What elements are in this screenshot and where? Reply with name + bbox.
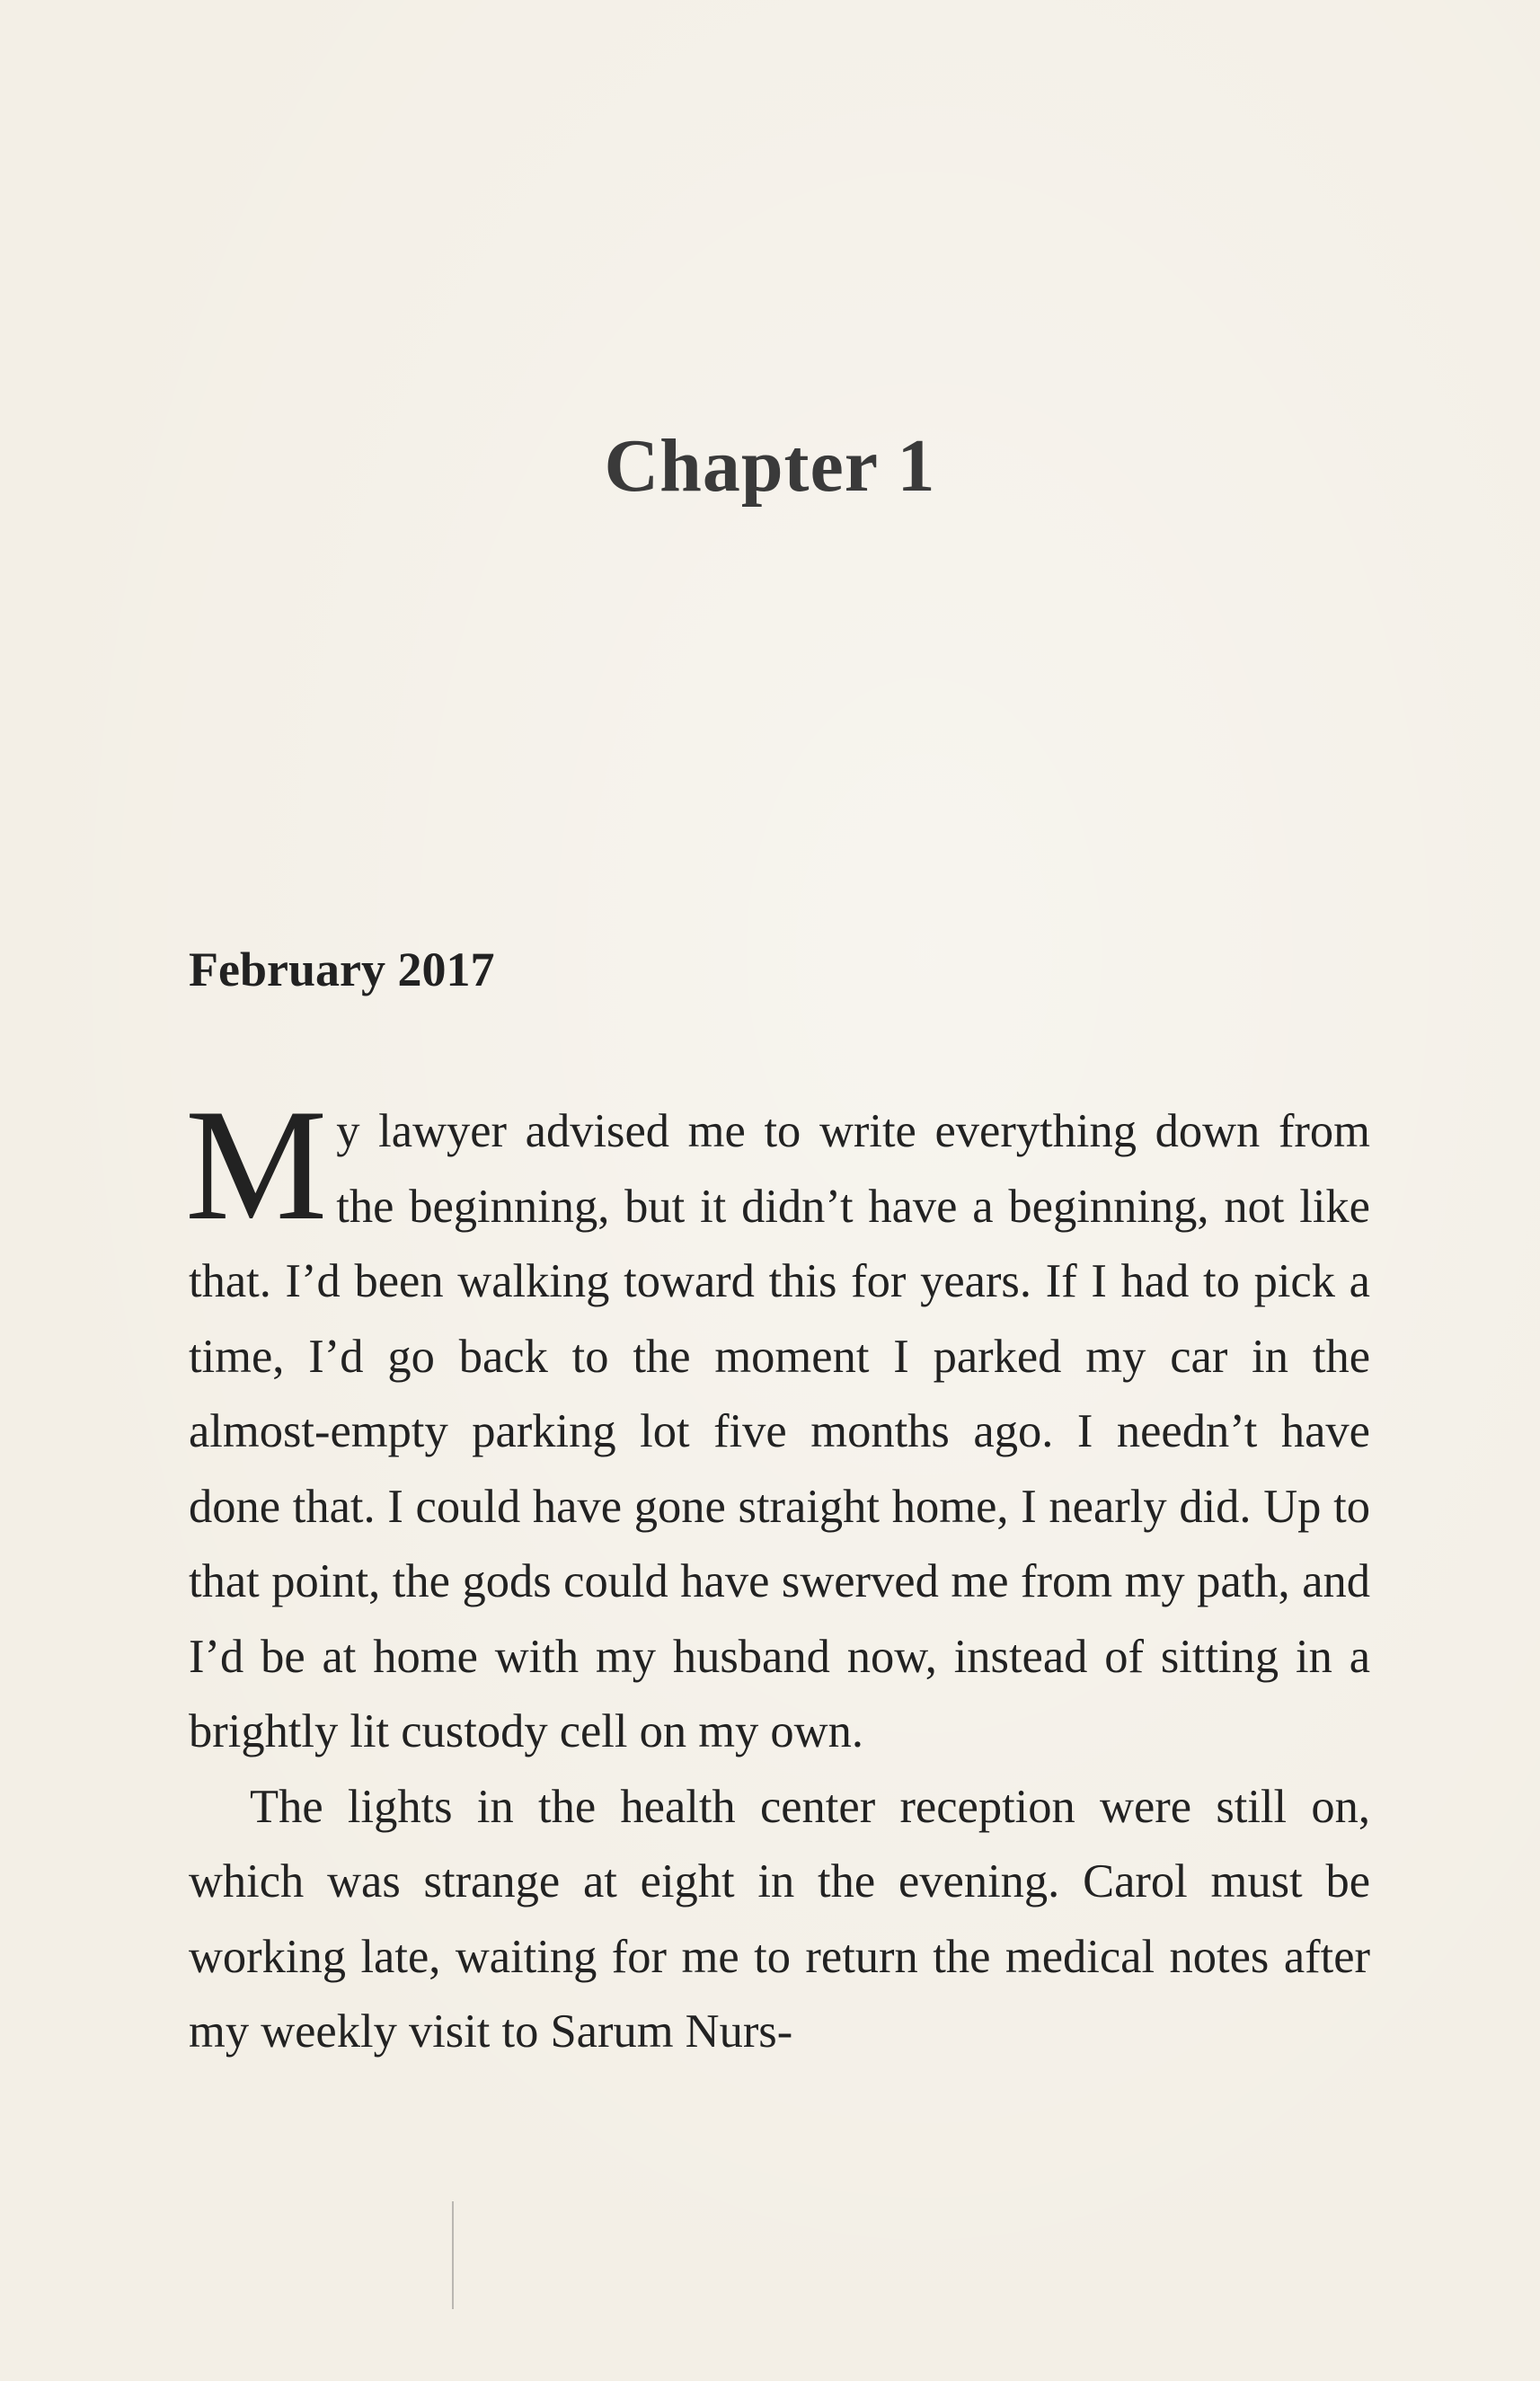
paragraph-2: The lights in the health center reception were still on, which was strange at eight in the evening. Carol must be working late, waiting for me to return the medical notes after my weekly visit to Sarum Nurs-	[189, 1780, 1370, 2058]
chapter-date: February 2017	[189, 943, 495, 996]
page-crease-mark	[452, 2201, 454, 2309]
drop-cap: M	[185, 1075, 328, 1253]
paragraph-1-text: y lawyer advised me to write everything down from the beginning, but it didn’t have a beginning, not like that. I’d been walking toward this for years. If I had to pick a time, I’d go back to the moment I parked my car in the almost-empty parking lot five months ago. I needn’t have done that. I could have gone straight home, I nearly did. Up to that point, the gods could have swerved me from my path, and I’d be at home with my husband now, instead of sitting in a brightly lit custody cell on my own.	[189, 1105, 1370, 1757]
chapter-title: Chapter 1	[604, 424, 936, 508]
reverse-page-bleed-through	[193, 193, 1388, 268]
paragraph-1	[185, 1075, 1370, 1770]
chapter-body	[185, 1075, 1370, 2070]
